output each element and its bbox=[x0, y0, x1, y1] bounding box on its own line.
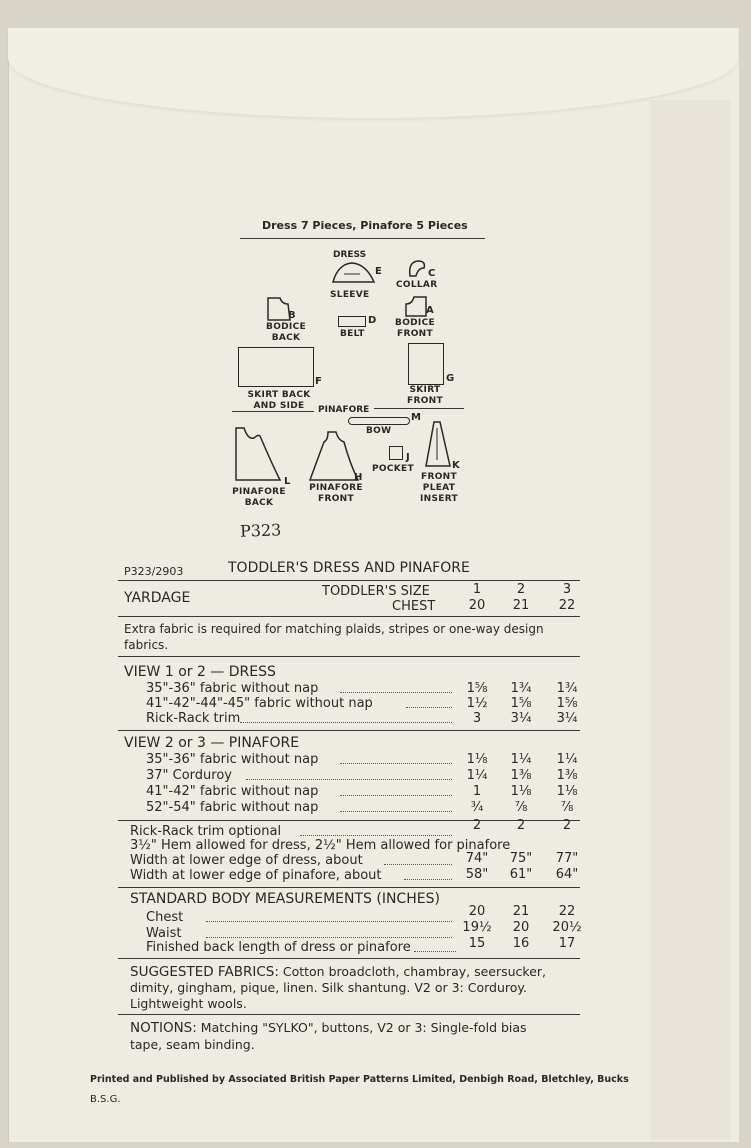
pinafore-back-piece-shape bbox=[232, 424, 284, 484]
dot-leader bbox=[384, 864, 452, 865]
piece-name-skirt-front: SKIRT FRONT bbox=[407, 385, 443, 406]
divider bbox=[374, 408, 464, 409]
piece-name-bodice-front: BODICE FRONT bbox=[395, 318, 435, 339]
yardage-label: YARDAGE bbox=[124, 590, 191, 606]
row-value: 64" bbox=[555, 867, 579, 882]
piece-letter-k: K bbox=[452, 460, 460, 471]
hem-note: 3½" Hem allowed for dress, 2½" Hem allowed for pinafore bbox=[130, 838, 511, 853]
piece-name-belt: BELT bbox=[340, 329, 365, 339]
envelope-side-fold bbox=[650, 100, 730, 1140]
pattern-code: P323/2903 bbox=[124, 565, 184, 578]
row-value: 61" bbox=[509, 867, 533, 882]
size-label: TODDLER'S SIZE bbox=[322, 584, 430, 599]
row-value: 20 bbox=[512, 920, 530, 935]
piece-letter-b: B bbox=[288, 310, 296, 321]
row-label: Width at lower edge of pinafore, about bbox=[130, 868, 382, 883]
dot-leader bbox=[240, 722, 452, 723]
piece-name-skirt-back: SKIRT BACK AND SIDE bbox=[247, 390, 311, 411]
belt-piece-shape bbox=[338, 316, 366, 327]
row-value: 16 bbox=[512, 936, 530, 951]
row-value: 17 bbox=[558, 936, 576, 951]
piece-letter-a: A bbox=[426, 305, 434, 316]
notions-line2: tape, seam binding. bbox=[130, 1037, 255, 1052]
piece-letter-g: G bbox=[446, 373, 455, 384]
row-label: 41"-42" fabric without nap bbox=[146, 784, 319, 799]
row-value: 2 bbox=[516, 818, 526, 833]
suggested-fabrics-line1: Cotton broadcloth, chambray, seersucker, bbox=[282, 964, 547, 979]
notions bbox=[130, 1020, 527, 1036]
row-value: 77" bbox=[555, 851, 579, 866]
divider bbox=[240, 238, 485, 239]
dot-leader bbox=[300, 835, 452, 836]
piece-letter-l: L bbox=[284, 476, 291, 487]
row-value: 19½ bbox=[462, 920, 492, 935]
pattern-title: TODDLER'S DRESS AND PINAFORE bbox=[228, 560, 470, 576]
row-value: 1⅜ bbox=[510, 768, 532, 783]
row-value: 2 bbox=[562, 818, 572, 833]
suggested-fabrics bbox=[130, 964, 546, 980]
row-value: 22 bbox=[558, 904, 576, 919]
row-label: 41"-42"-44"-45" fabric without nap bbox=[146, 696, 373, 711]
piece-name-pinafore-back: PINAFORE BACK bbox=[232, 487, 286, 508]
row-label: Rick-Rack trim bbox=[146, 711, 241, 726]
divider bbox=[118, 656, 580, 657]
section-heading-pinafore: VIEW 2 or 3 — PINAFORE bbox=[124, 735, 300, 751]
divider bbox=[118, 1014, 580, 1015]
dot-leader bbox=[206, 921, 452, 922]
piece-name-front-pleat-insert: FRONT PLEAT INSERT bbox=[420, 472, 458, 504]
piece-letter-e: E bbox=[375, 266, 382, 277]
row-value: 1⅝ bbox=[466, 681, 488, 696]
row-label: 37" Corduroy bbox=[146, 768, 232, 783]
row-value: 2 bbox=[472, 818, 482, 833]
row-label: 35"-36" fabric without nap bbox=[146, 681, 319, 696]
dot-leader bbox=[340, 763, 452, 764]
piece-name-pinafore-front: PINAFORE FRONT bbox=[309, 483, 363, 504]
divider bbox=[118, 958, 580, 959]
row-value: 75" bbox=[509, 851, 533, 866]
row-value: 1⅛ bbox=[556, 784, 578, 799]
row-value: 1⅝ bbox=[556, 696, 578, 711]
dot-leader bbox=[406, 707, 452, 708]
front-pleat-insert-piece-shape bbox=[424, 420, 452, 470]
dot-leader bbox=[340, 811, 452, 812]
piece-letter-d: D bbox=[368, 315, 377, 326]
chest-3: 22 bbox=[558, 598, 576, 613]
body-measurements-heading: STANDARD BODY MEASUREMENTS (INCHES) bbox=[130, 891, 440, 907]
piece-name-sleeve: SLEEVE bbox=[330, 290, 370, 300]
skirt-front-piece-shape bbox=[408, 343, 444, 385]
divider bbox=[118, 887, 580, 888]
chest-1: 20 bbox=[468, 598, 486, 613]
divider bbox=[118, 580, 580, 581]
row-value: 1¼ bbox=[556, 752, 578, 767]
publisher-line: Printed and Published by Associated British Paper Patterns Limited, Denbigh Road, Bletchley, Bucks bbox=[90, 1074, 629, 1085]
suggested-fabrics-line3: Lightweight wools. bbox=[130, 996, 247, 1011]
bow-piece-shape bbox=[348, 417, 410, 425]
chest-label: CHEST bbox=[392, 599, 436, 614]
row-label: 35"-36" fabric without nap bbox=[146, 752, 319, 767]
size-2: 2 bbox=[516, 582, 526, 597]
row-value: 21 bbox=[512, 904, 530, 919]
row-label: Waist bbox=[146, 926, 182, 941]
piece-letter-m: M bbox=[411, 412, 421, 423]
dot-leader bbox=[206, 937, 452, 938]
divider bbox=[232, 411, 314, 412]
row-value: 20½ bbox=[552, 920, 582, 935]
extra-fabric-note: Extra fabric is required for matching plaids, stripes or one-way design bbox=[124, 622, 544, 636]
divider bbox=[118, 730, 580, 731]
row-value: 1¼ bbox=[466, 768, 488, 783]
piece-letter-j: J bbox=[406, 452, 410, 463]
row-label: Finished back length of dress or pinafore bbox=[146, 940, 411, 955]
dot-leader bbox=[340, 795, 452, 796]
collar-piece-shape bbox=[406, 258, 430, 280]
suggested-fabrics-heading: SUGGESTED FABRICS: bbox=[130, 964, 279, 980]
diagram-heading: Dress 7 Pieces, Pinafore 5 Pieces bbox=[262, 219, 468, 232]
piece-letter-f: F bbox=[315, 376, 322, 387]
row-value: 20 bbox=[468, 904, 486, 919]
size-1: 1 bbox=[472, 582, 482, 597]
divider bbox=[118, 616, 580, 617]
dot-leader bbox=[340, 692, 452, 693]
row-value: 1 bbox=[472, 784, 482, 799]
row-value: 1⅝ bbox=[510, 696, 532, 711]
piece-name-collar: COLLAR bbox=[396, 280, 438, 290]
notions-line1: Matching "SYLKO", buttons, V2 or 3: Single-fold bias bbox=[200, 1020, 527, 1035]
section-heading-dress: VIEW 1 or 2 — DRESS bbox=[124, 664, 276, 680]
row-value: ⅞ bbox=[514, 800, 528, 815]
row-value: 3¼ bbox=[556, 711, 578, 726]
skirt-back-piece-shape bbox=[238, 347, 314, 387]
piece-name-bow: BOW bbox=[366, 426, 392, 436]
notions-heading: NOTIONS: bbox=[130, 1020, 197, 1036]
row-value: ¾ bbox=[470, 800, 484, 815]
footer-mark: B.S.G. bbox=[90, 1094, 121, 1105]
pinafore-label: PINAFORE bbox=[318, 405, 370, 415]
piece-name-bodice-back: BODICE BACK bbox=[266, 322, 306, 343]
row-value: 1⅛ bbox=[510, 784, 532, 799]
row-value: 1¾ bbox=[556, 681, 578, 696]
piece-letter-h: H bbox=[354, 472, 363, 483]
piece-name-pocket: POCKET bbox=[372, 464, 414, 474]
sleeve-piece-shape bbox=[330, 260, 380, 288]
dot-leader bbox=[246, 779, 452, 780]
dot-leader bbox=[404, 879, 452, 880]
row-value: 3¼ bbox=[510, 711, 532, 726]
row-value: 1¾ bbox=[510, 681, 532, 696]
row-value: 1⅛ bbox=[466, 752, 488, 767]
row-label: Chest bbox=[146, 910, 184, 925]
row-value: 58" bbox=[465, 867, 489, 882]
row-label: Rick-Rack trim optional bbox=[130, 824, 282, 839]
row-value: 1¼ bbox=[510, 752, 532, 767]
row-value: ⅞ bbox=[560, 800, 574, 815]
dress-label: DRESS bbox=[333, 250, 367, 260]
extra-fabric-note-2: fabrics. bbox=[124, 638, 169, 652]
row-value: 15 bbox=[468, 936, 486, 951]
row-label: Width at lower edge of dress, about bbox=[130, 853, 363, 868]
suggested-fabrics-line2: dimity, gingham, pique, linen. Silk shantung. V2 or 3: Corduroy. bbox=[130, 980, 527, 995]
piece-letter-c: C bbox=[428, 268, 436, 279]
row-value: 74" bbox=[465, 851, 489, 866]
row-value: 3 bbox=[472, 711, 482, 726]
size-3: 3 bbox=[562, 582, 572, 597]
pocket-piece-shape bbox=[389, 446, 403, 460]
chest-2: 21 bbox=[512, 598, 530, 613]
handwritten-code: P323 bbox=[239, 520, 282, 541]
dot-leader bbox=[414, 951, 456, 952]
row-value: 1½ bbox=[466, 696, 488, 711]
row-value: 1⅜ bbox=[556, 768, 578, 783]
row-label: 52"-54" fabric without nap bbox=[146, 800, 319, 815]
